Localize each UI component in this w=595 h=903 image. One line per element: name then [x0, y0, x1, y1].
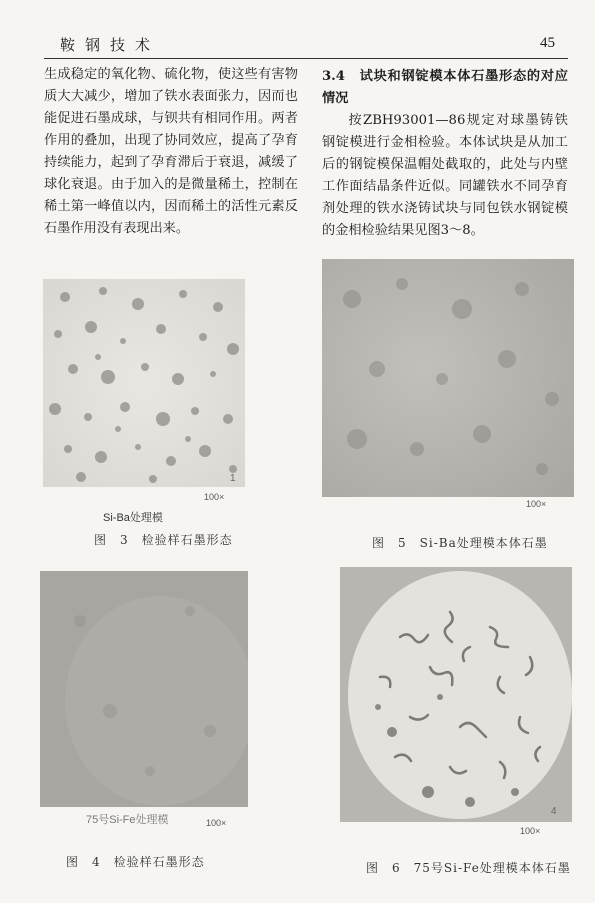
figure-3-number-tag: 1 [230, 473, 236, 484]
figure-6-magnification: 100× [520, 826, 541, 836]
figure-4-caption: 图 4 检验样石墨形态 [66, 855, 205, 869]
figure-3-micrograph [43, 279, 245, 487]
figure-4-subcaption: 75号Si-Fe处理模 [86, 814, 169, 826]
figure-6-micrograph [340, 567, 572, 822]
body-paragraph-left: 生成稳定的氧化物、硫化物，使这些有害物质大大减少，增加了铁水表面张力，因而也能促进石墨成球，与钡共有相同作用。两者作用的叠加，出现了协同效应，提高了孕育持续能力，起到了孕育滞后于衰退，减缓了球化衰退。由于加入的是微量稀土，控制在稀土第一峰值以内，因而稀土的活性元素反石墨作用没有表现出来。 [44, 67, 298, 236]
header-rule [44, 58, 568, 59]
figure-6-number-tag: 4 [551, 806, 557, 817]
left-text-column [44, 64, 298, 240]
figure-3-caption: 图 3 检验样石墨形态 [94, 533, 233, 547]
figure-4-magnification: 100× [206, 818, 227, 828]
figure-5-micrograph [322, 259, 574, 497]
right-text-column [322, 66, 568, 242]
page-number: 45 [540, 35, 555, 51]
figure-5-magnification: 100× [526, 499, 547, 509]
journal-title: 鞍钢技术 [60, 36, 161, 54]
figure-3-magnification: 100× [204, 492, 225, 502]
body-paragraph-right: 按ZBH93001—86规定对球墨铸铁钢锭模进行金相检验。本体试块是从加工后的钢锭模保温帽处截取的，此处与内壁工作面结晶条件近似。同罐铁水不同孕育剂处理的铁水浇铸试块与同包铁水钢锭模的金相检验结果见图3～8。 [322, 113, 568, 238]
figure-4-micrograph [40, 571, 248, 807]
figure-6-caption: 图 6 75号Si-Fe处理模本体石墨 [366, 861, 571, 875]
figure-3-subcaption: Si-Ba处理模 [103, 512, 163, 524]
figure-5-caption: 图 5 Si-Ba处理模本体石墨 [372, 536, 548, 550]
section-title: 3.4 试块和钢锭模本体石墨形态的对应情况 [322, 69, 568, 106]
